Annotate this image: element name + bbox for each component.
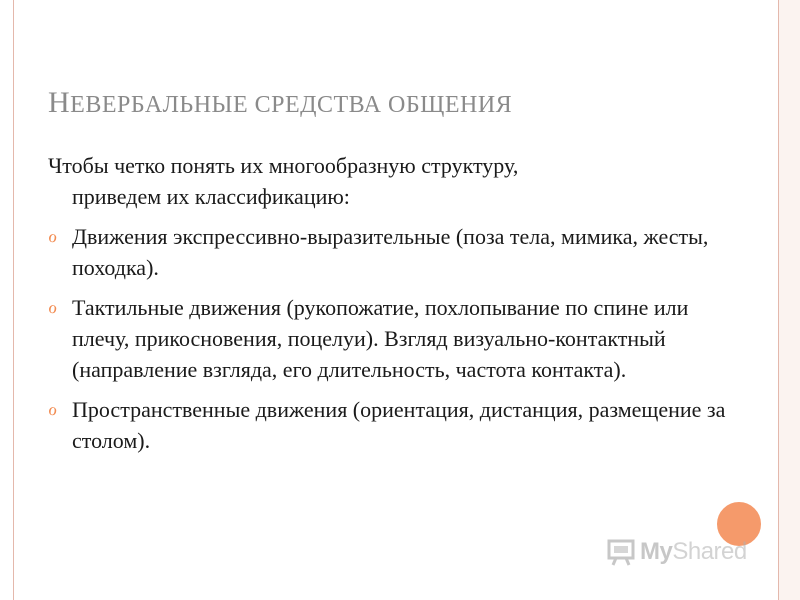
intro-line-1: Чтобы четко понять их многообразную структуру, xyxy=(48,153,519,178)
watermark-part-a: My xyxy=(640,538,673,565)
bullet-text: Пространственные движения (ориентация, дистанция, размещение за столом). xyxy=(72,397,726,453)
intro-paragraph xyxy=(48,150,738,212)
list-item xyxy=(48,221,738,283)
bullet-icon: ℴ xyxy=(48,398,58,420)
slide-title-initial: Н xyxy=(48,86,71,119)
right-border-line xyxy=(778,0,779,600)
bullet-list xyxy=(48,221,738,456)
intro-line-2: приведем их классификацию: xyxy=(72,184,350,209)
watermark-part-b: Shared xyxy=(672,538,747,565)
bullet-icon: ℴ xyxy=(48,296,58,318)
right-side-band xyxy=(779,0,800,600)
bullet-text: Тактильные движения (рукопожатие, похлопывание по спине или плечу, прикосновения, поцелуи). Взгляд визуально-контактный (направление взгляда, его длительность, частота контакта). xyxy=(72,295,689,382)
list-item xyxy=(48,394,738,456)
presentation-board-icon xyxy=(606,537,636,567)
myshared-watermark xyxy=(606,534,747,570)
watermark-label xyxy=(640,538,747,566)
bullet-text: Движения экспрессивно-выразительные (поза тела, мимика, жесты, походка). xyxy=(72,224,709,280)
list-item xyxy=(48,292,738,385)
slide-body xyxy=(48,150,738,465)
slide-title-rest: ЕВЕРБАЛЬНЫЕ СРЕДСТВА ОБЩЕНИЯ xyxy=(70,92,513,118)
left-border-line xyxy=(13,0,14,600)
bullet-icon: ℴ xyxy=(48,225,58,247)
slide-title xyxy=(48,86,512,120)
